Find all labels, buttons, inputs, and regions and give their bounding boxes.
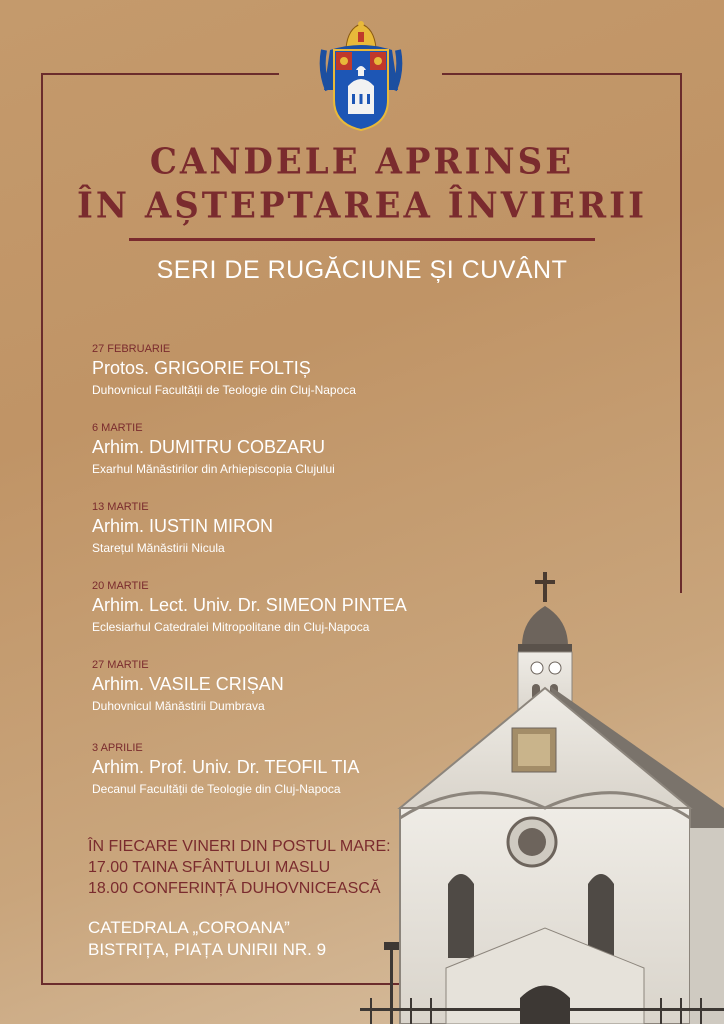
lecture-entry: [92, 657, 284, 717]
entry-date: 27 FEBRUARIE: [92, 343, 171, 355]
entry-role: Duhovnicul Mănăstirii Dumbrava: [92, 699, 265, 713]
entry-date: 6 MARTIE: [92, 422, 143, 434]
entry-speaker: Protos. GRIGORIE FOLTIȘ: [92, 358, 311, 378]
entry-date: 27 MARTIE: [92, 659, 149, 671]
lecture-entry: [92, 420, 335, 480]
entry-speaker: Arhim. DUMITRU COBZARU: [92, 437, 325, 457]
entry-date: 13 MARTIE: [92, 501, 149, 513]
entry-role: Decanul Facultății de Teologie din Cluj-Napoca: [92, 782, 341, 796]
lecture-entry: [92, 740, 359, 800]
lecture-entry: [92, 341, 356, 401]
entry-role: Duhovnicul Facultății de Teologie din Cluj-Napoca: [92, 383, 356, 397]
cathedral-illustration-icon: [360, 568, 724, 1024]
entry-date: 3 APRILIE: [92, 742, 143, 754]
venue-info: [88, 917, 326, 961]
title-divider: [129, 238, 595, 241]
schedule-line: 18.00 CONFERINȚĂ DUHOVNICEASCĂ: [88, 880, 381, 897]
frame-line-bottom: [41, 983, 401, 985]
schedule-line: 17.00 TAINA SFÂNTULUI MASLU: [88, 859, 331, 876]
poster-title-line2: ÎN AȘTEPTAREA ÎNVIERII: [77, 185, 647, 227]
poster-title-line1: CANDELE APRINSE: [149, 141, 575, 183]
entry-role: Exarhul Mănăstirilor din Arhiepiscopia Clujului: [92, 462, 335, 476]
venue-name: CATEDRALA „COROANA”: [88, 918, 290, 937]
archdiocese-crest-icon: [318, 20, 404, 132]
schedule-line: ÎN FIECARE VINERI DIN POSTUL MARE:: [88, 838, 391, 855]
entry-speaker: Arhim. Lect. Univ. Dr. SIMEON PINTEA: [92, 595, 407, 615]
entry-date: 20 MARTIE: [92, 580, 149, 592]
poster-subtitle: SERI DE RUGĂCIUNE ȘI CUVÂNT: [156, 256, 568, 284]
entry-role: Eclesiarhul Catedralei Mitropolitane din Cluj-Napoca: [92, 620, 370, 634]
lecture-entry: [92, 499, 273, 559]
venue-address: BISTRIȚA, PIAȚA UNIRII NR. 9: [88, 940, 327, 959]
frame-line-top-left: [41, 73, 279, 75]
schedule-info: [88, 836, 391, 899]
frame-line-top-right: [442, 73, 682, 75]
entry-role: Starețul Mănăstirii Nicula: [92, 541, 225, 555]
entry-speaker: Arhim. IUSTIN MIRON: [92, 516, 274, 536]
entry-speaker: Arhim. Prof. Univ. Dr. TEOFIL TIA: [92, 757, 360, 777]
entry-speaker: Arhim. VASILE CRIȘAN: [92, 674, 284, 694]
